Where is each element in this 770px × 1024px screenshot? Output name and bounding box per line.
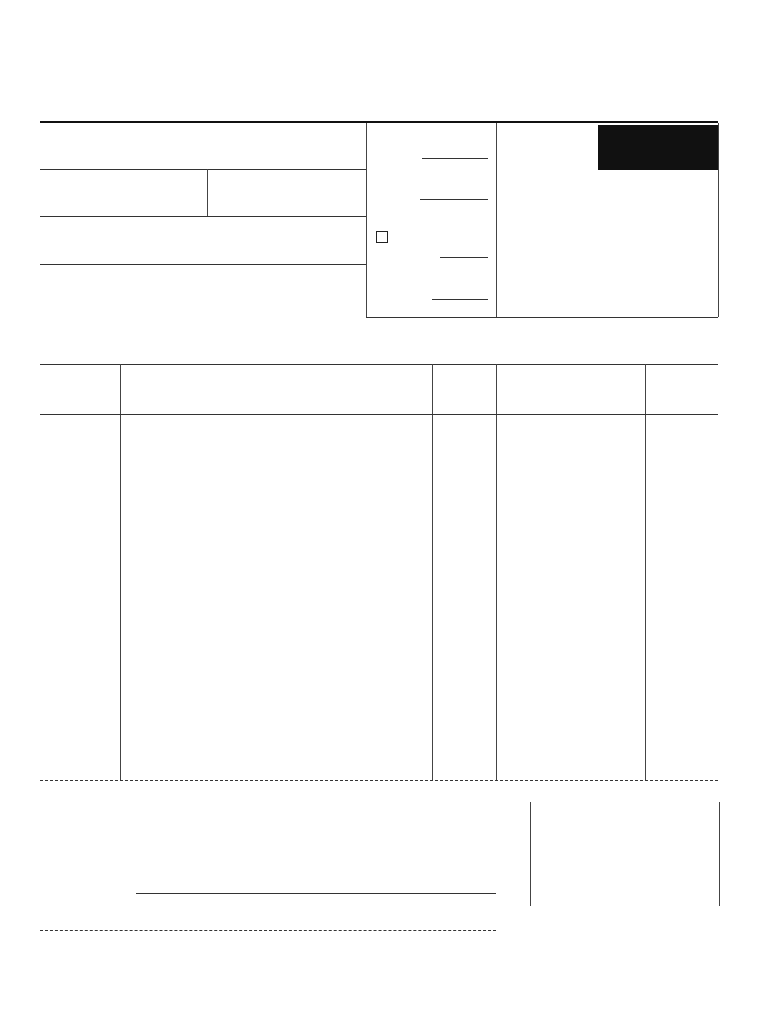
rule xyxy=(40,264,366,265)
rule xyxy=(40,216,366,217)
rule xyxy=(420,199,488,200)
right-border xyxy=(718,123,719,317)
reason-line[interactable] xyxy=(136,893,496,894)
rule xyxy=(432,364,433,780)
header-rule xyxy=(40,121,718,123)
rule xyxy=(40,364,718,365)
rule xyxy=(40,780,718,781)
rule xyxy=(120,364,121,780)
amendment-label xyxy=(376,229,392,243)
rule xyxy=(645,364,646,780)
stamp-divider xyxy=(496,123,497,317)
california-form-box xyxy=(598,125,718,170)
amendment-checkbox[interactable] xyxy=(376,231,388,243)
rule xyxy=(366,317,718,318)
rule xyxy=(40,930,496,931)
rule xyxy=(40,169,366,170)
rule xyxy=(207,169,208,217)
rule xyxy=(422,158,488,159)
filer-divider xyxy=(366,123,367,317)
rule xyxy=(432,299,488,300)
rule xyxy=(440,257,488,258)
rule xyxy=(496,364,497,780)
rule xyxy=(40,414,718,415)
contributor-codes-legend xyxy=(530,802,720,906)
